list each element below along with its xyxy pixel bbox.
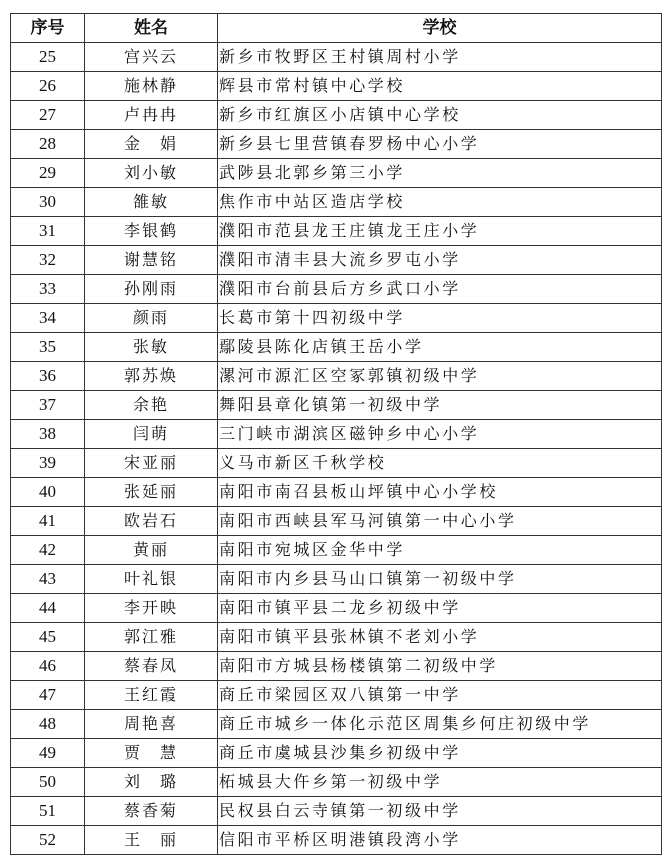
person-name: 宫兴云 [85, 43, 218, 72]
row-number: 27 [11, 101, 85, 130]
table-row [11, 594, 662, 623]
person-name: 蔡春凤 [85, 652, 218, 681]
row-number: 36 [11, 362, 85, 391]
row-number: 49 [11, 739, 85, 768]
person-name: 余艳 [85, 391, 218, 420]
school-name: 辉县市常村镇中心学校 [218, 72, 662, 101]
table-row [11, 130, 662, 159]
person-name: 闫萌 [85, 420, 218, 449]
person-name: 孙刚雨 [85, 275, 218, 304]
school-name: 信阳市平桥区明港镇段湾小学 [218, 826, 662, 855]
header-no: 序号 [11, 14, 85, 43]
school-name: 商丘市梁园区双八镇第一中学 [218, 681, 662, 710]
row-number: 45 [11, 623, 85, 652]
school-name: 三门峡市湖滨区磁钟乡中心小学 [218, 420, 662, 449]
table-row [11, 565, 662, 594]
row-number: 37 [11, 391, 85, 420]
row-number: 34 [11, 304, 85, 333]
table-row [11, 43, 662, 72]
school-name: 新乡县七里营镇春罗杨中心小学 [218, 130, 662, 159]
person-name: 叶礼银 [85, 565, 218, 594]
person-name: 刘 璐 [85, 768, 218, 797]
school-name: 义马市新区千秋学校 [218, 449, 662, 478]
row-number: 39 [11, 449, 85, 478]
table-row [11, 478, 662, 507]
row-number: 40 [11, 478, 85, 507]
row-number: 25 [11, 43, 85, 72]
row-number: 38 [11, 420, 85, 449]
row-number: 52 [11, 826, 85, 855]
person-name: 郭江雅 [85, 623, 218, 652]
person-name: 张延丽 [85, 478, 218, 507]
row-number: 31 [11, 217, 85, 246]
table-row [11, 710, 662, 739]
person-name: 刘小敏 [85, 159, 218, 188]
person-name: 宋亚丽 [85, 449, 218, 478]
table-row [11, 188, 662, 217]
person-name: 蔡香菊 [85, 797, 218, 826]
table-row [11, 391, 662, 420]
table-row [11, 768, 662, 797]
row-number: 35 [11, 333, 85, 362]
person-name: 贾 慧 [85, 739, 218, 768]
table-row [11, 536, 662, 565]
table-row [11, 449, 662, 478]
school-name: 南阳市方城县杨楼镇第二初级中学 [218, 652, 662, 681]
table-row [11, 159, 662, 188]
row-number: 30 [11, 188, 85, 217]
row-number: 26 [11, 72, 85, 101]
person-name: 施林静 [85, 72, 218, 101]
row-number: 48 [11, 710, 85, 739]
row-number: 41 [11, 507, 85, 536]
school-name: 鄢陵县陈化店镇王岳小学 [218, 333, 662, 362]
person-name: 谢慧铭 [85, 246, 218, 275]
person-name: 张敏 [85, 333, 218, 362]
row-number: 44 [11, 594, 85, 623]
school-name: 民权县白云寺镇第一初级中学 [218, 797, 662, 826]
table-row [11, 275, 662, 304]
school-name: 南阳市镇平县张林镇不老刘小学 [218, 623, 662, 652]
header-row [11, 14, 662, 43]
school-name: 南阳市南召县板山坪镇中心小学校 [218, 478, 662, 507]
roster-table [10, 13, 662, 855]
table-row [11, 652, 662, 681]
row-number: 33 [11, 275, 85, 304]
header-name: 姓名 [85, 14, 218, 43]
row-number: 51 [11, 797, 85, 826]
table-row [11, 101, 662, 130]
person-name: 欧岩石 [85, 507, 218, 536]
row-number: 42 [11, 536, 85, 565]
table-row [11, 623, 662, 652]
person-name: 王红霞 [85, 681, 218, 710]
school-name: 新乡市牧野区王村镇周村小学 [218, 43, 662, 72]
table-row [11, 681, 662, 710]
school-name: 南阳市镇平县二龙乡初级中学 [218, 594, 662, 623]
school-name: 南阳市内乡县马山口镇第一初级中学 [218, 565, 662, 594]
person-name: 郭苏焕 [85, 362, 218, 391]
table-body [11, 43, 662, 855]
school-name: 南阳市宛城区金华中学 [218, 536, 662, 565]
school-name: 商丘市虞城县沙集乡初级中学 [218, 739, 662, 768]
table-row [11, 420, 662, 449]
row-number: 43 [11, 565, 85, 594]
school-name: 武陟县北郭乡第三小学 [218, 159, 662, 188]
person-name: 金 娟 [85, 130, 218, 159]
person-name: 雒敏 [85, 188, 218, 217]
table-row [11, 333, 662, 362]
header-school: 学校 [218, 14, 662, 43]
person-name: 周艳喜 [85, 710, 218, 739]
school-name: 濮阳市台前县后方乡武口小学 [218, 275, 662, 304]
school-name: 商丘市城乡一体化示范区周集乡何庄初级中学 [218, 710, 662, 739]
table-row [11, 826, 662, 855]
row-number: 29 [11, 159, 85, 188]
table-row [11, 72, 662, 101]
table-row [11, 507, 662, 536]
school-name: 柘城县大仵乡第一初级中学 [218, 768, 662, 797]
school-name: 漯河市源汇区空冢郭镇初级中学 [218, 362, 662, 391]
person-name: 李开映 [85, 594, 218, 623]
row-number: 47 [11, 681, 85, 710]
table-row [11, 246, 662, 275]
school-name: 长葛市第十四初级中学 [218, 304, 662, 333]
table-row [11, 304, 662, 333]
table-row [11, 362, 662, 391]
school-name: 新乡市红旗区小店镇中心学校 [218, 101, 662, 130]
person-name: 李银鹤 [85, 217, 218, 246]
school-name: 南阳市西峡县军马河镇第一中心小学 [218, 507, 662, 536]
row-number: 32 [11, 246, 85, 275]
table-row [11, 739, 662, 768]
table-row [11, 797, 662, 826]
school-name: 濮阳市清丰县大流乡罗屯小学 [218, 246, 662, 275]
school-name: 焦作市中站区造店学校 [218, 188, 662, 217]
school-name: 舞阳县章化镇第一初级中学 [218, 391, 662, 420]
person-name: 黄丽 [85, 536, 218, 565]
person-name: 王 丽 [85, 826, 218, 855]
person-name: 颜雨 [85, 304, 218, 333]
school-name: 濮阳市范县龙王庄镇龙王庄小学 [218, 217, 662, 246]
table-row [11, 217, 662, 246]
person-name: 卢冉冉 [85, 101, 218, 130]
row-number: 50 [11, 768, 85, 797]
row-number: 28 [11, 130, 85, 159]
row-number: 46 [11, 652, 85, 681]
